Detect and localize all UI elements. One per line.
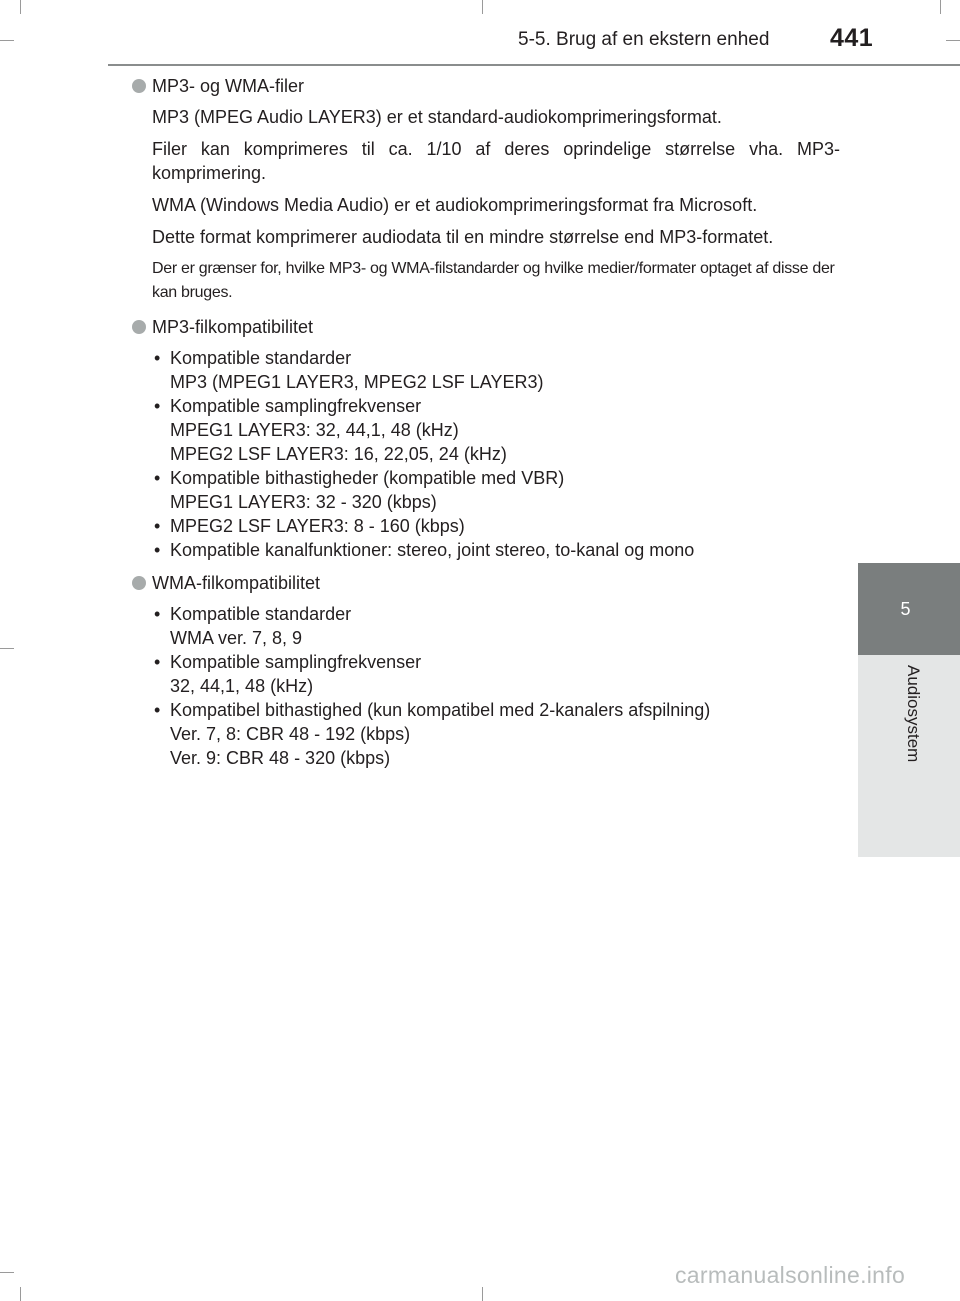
crop-mark [940,0,941,14]
chapter-number: 5 [900,599,911,619]
list-item: • Kompatible bithastigheder (kompatible med VBR) MPEG1 LAYER3: 32 - 320 (kbps) [154,468,565,512]
paragraph: WMA (Windows Media Audio) er et audiokomprimeringsformat fra Microsoft. [152,195,758,215]
list-item: • Kompatibel bithastighed (kun kompatibel med 2-kanalers afspilning) Ver. 7, 8: CBR 48 - 192 (kbps) Ver. 9: CBR 48 - 320 (kbps) [154,700,711,768]
paragraph: Dette format komprimerer audiodata til en mindre størrelse end MP3-formatet. [152,227,774,247]
section-heading: MP3- og WMA-filer [130,74,840,98]
bullet-dot-icon [132,79,146,93]
list-item: • Kompatible standarder MP3 (MPEG1 LAYER3, MPEG2 LSF LAYER3) [154,348,544,392]
list-item: • Kompatible standarder WMA ver. 7, 8, 9 [154,604,352,648]
paragraph: MP3 (MPEG Audio LAYER3) er et standard-audiokomprimeringsformat. [152,107,722,127]
crop-mark [20,0,21,14]
bullet-dot-icon [132,320,146,334]
list-item: • Kompatible samplingfrekvenser 32, 44,1, 48 (kHz) [154,652,422,696]
list-item: • Kompatible kanalfunktioner: stereo, joint stereo, to-kanal og mono [154,540,695,560]
section-title: 5-5. Brug af en ekstern enhed [518,29,770,50]
list-item: • Kompatible samplingfrekvenser MPEG1 LAYER3: 32, 44,1, 48 (kHz) MPEG2 LSF LAYER3: 16, 22,05, 24 (kHz) [154,396,507,464]
note-text: Der er grænser for, hvilke MP3- og WMA-filstandarder og hvilke medier/formater optaget af disse der kan bruges. [152,260,835,301]
chapter-label: Audiosystem [904,665,923,763]
main-content [130,74,840,779]
compat-list [152,602,840,770]
crop-mark [946,40,960,41]
bullet-dot-icon [132,576,146,590]
crop-mark [482,0,483,14]
paragraph: Filer kan komprimeres til ca. 1/10 af deres oprindelige størrelse vha. MP3-komprimering. [152,139,840,183]
list-item: • MPEG2 LSF LAYER3: 8 - 160 (kbps) [154,516,465,536]
chapter-tab [858,563,960,655]
compat-list [152,346,840,562]
section-heading: WMA-filkompatibilitet [130,571,840,595]
page-number: 441 [830,24,874,52]
header-rule [108,64,960,66]
crop-mark [20,1287,21,1301]
crop-mark [0,648,14,649]
watermark: carmanualsonline.info [675,1262,906,1288]
section-heading: MP3-filkompatibilitet [130,315,840,339]
crop-mark [0,40,14,41]
crop-mark [0,1272,14,1273]
crop-mark [482,1287,483,1301]
